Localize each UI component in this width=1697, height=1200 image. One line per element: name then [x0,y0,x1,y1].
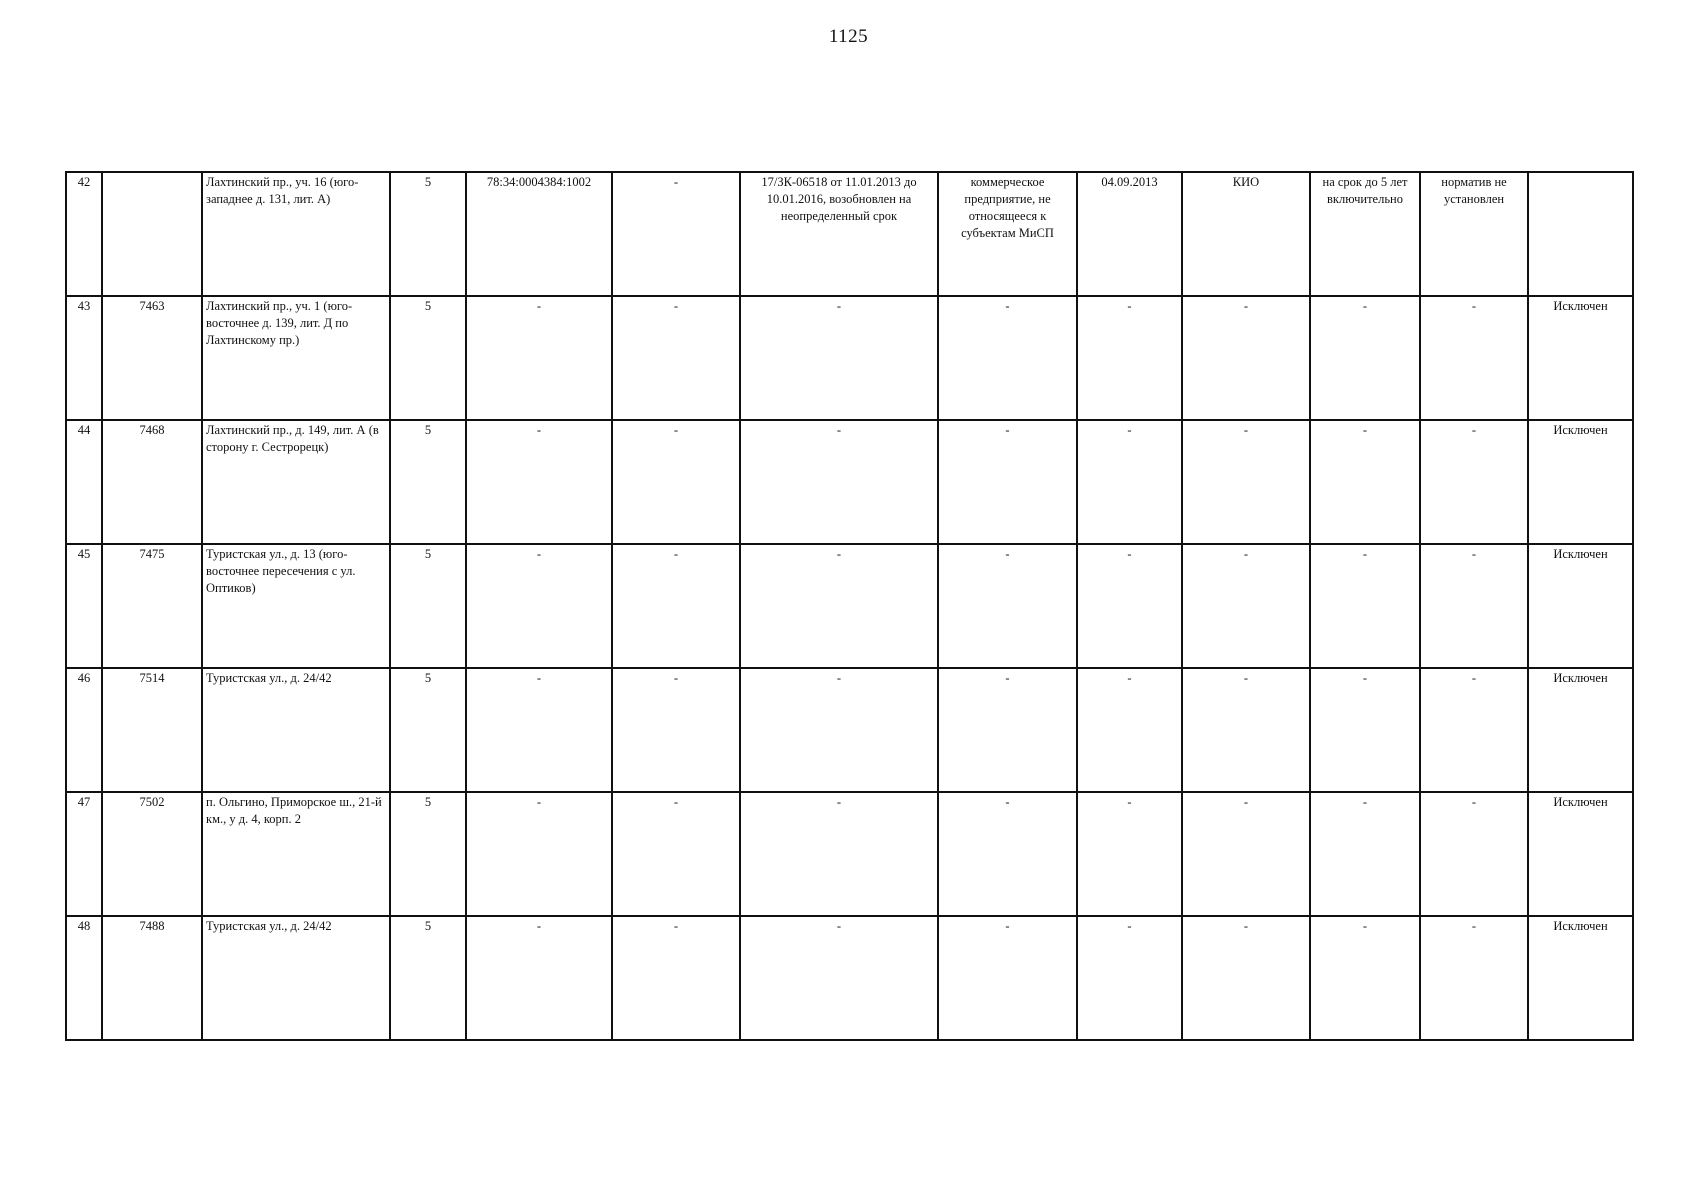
cell-agreement: 17/ЗК-06518 от 11.01.2013 до 10.01.2016, возобновлен на неопределенный срок [740,172,938,296]
cell-norm: норматив не установлен [1420,172,1528,296]
cell-term: - [1310,792,1420,916]
cell-cadastral-number: - [466,792,612,916]
cell-agreement: - [740,668,938,792]
cell-area: 5 [390,916,466,1040]
cell-area: 5 [390,792,466,916]
cell-date: - [1077,296,1182,420]
table-row [66,420,1633,544]
cell-status: Исключен [1528,916,1633,1040]
cell-organization: КИО [1182,172,1310,296]
cell-agreement: - [740,792,938,916]
cell-date: - [1077,420,1182,544]
cell-organization: - [1182,916,1310,1040]
cell-row-number: 44 [66,420,102,544]
cell-column-6: - [612,172,740,296]
cell-object-id: 7514 [102,668,202,792]
registry-table [65,171,1634,1041]
cell-organization: - [1182,296,1310,420]
cell-tenant-category: - [938,792,1077,916]
cell-row-number: 48 [66,916,102,1040]
page-number: 1125 [828,26,869,47]
cell-area: 5 [390,668,466,792]
cell-address: Туристская ул., д. 24/42 [202,668,390,792]
cell-norm: - [1420,792,1528,916]
cell-tenant-category: - [938,916,1077,1040]
cell-address: Лахтинский пр., уч. 1 (юго-восточнее д. 139, лит. Д по Лахтинскому пр.) [202,296,390,420]
cell-norm: - [1420,544,1528,668]
cell-cadastral-number: - [466,668,612,792]
cell-term: - [1310,420,1420,544]
cell-status: Исключен [1528,792,1633,916]
cell-object-id: 7475 [102,544,202,668]
cell-organization: - [1182,420,1310,544]
cell-object-id: 7488 [102,916,202,1040]
cell-norm: - [1420,420,1528,544]
cell-row-number: 43 [66,296,102,420]
table-row [66,544,1633,668]
cell-term: на срок до 5 лет включительно [1310,172,1420,296]
cell-status: Исключен [1528,420,1633,544]
cell-norm: - [1420,668,1528,792]
table-row [66,792,1633,916]
cell-cadastral-number: - [466,296,612,420]
cell-object-id: 7502 [102,792,202,916]
cell-cadastral-number: 78:34:0004384:1002 [466,172,612,296]
cell-organization: - [1182,792,1310,916]
cell-address: Туристская ул., д. 13 (юго-восточнее пересечения с ул. Оптиков) [202,544,390,668]
cell-agreement: - [740,544,938,668]
cell-term: - [1310,668,1420,792]
cell-status: Исключен [1528,296,1633,420]
cell-agreement: - [740,420,938,544]
cell-date: - [1077,792,1182,916]
cell-row-number: 45 [66,544,102,668]
cell-column-6: - [612,792,740,916]
cell-date: - [1077,668,1182,792]
cell-tenant-category: - [938,668,1077,792]
cell-area: 5 [390,296,466,420]
cell-term: - [1310,916,1420,1040]
cell-column-6: - [612,668,740,792]
cell-address: Лахтинский пр., д. 149, лит. А (в сторону г. Сестрорецк) [202,420,390,544]
cell-status [1528,172,1633,296]
cell-address: Туристская ул., д. 24/42 [202,916,390,1040]
table-row [66,668,1633,792]
cell-tenant-category: - [938,420,1077,544]
cell-tenant-category: коммерческое предприятие, не относящееся к субъектам МиСП [938,172,1077,296]
cell-cadastral-number: - [466,544,612,668]
table-row [66,916,1633,1040]
cell-tenant-category: - [938,296,1077,420]
cell-organization: - [1182,544,1310,668]
cell-date: 04.09.2013 [1077,172,1182,296]
cell-column-6: - [612,544,740,668]
cell-term: - [1310,544,1420,668]
cell-address: п. Ольгино, Приморское ш., 21-й км., у д. 4, корп. 2 [202,792,390,916]
cell-object-id: 7468 [102,420,202,544]
cell-date: - [1077,544,1182,668]
cell-object-id: 7463 [102,296,202,420]
table-row [66,296,1633,420]
cell-agreement: - [740,296,938,420]
table-row [66,172,1633,296]
cell-column-6: - [612,916,740,1040]
cell-status: Исключен [1528,668,1633,792]
cell-row-number: 42 [66,172,102,296]
cell-norm: - [1420,916,1528,1040]
cell-address: Лахтинский пр., уч. 16 (юго-западнее д. 131, лит. А) [202,172,390,296]
cell-tenant-category: - [938,544,1077,668]
cell-row-number: 47 [66,792,102,916]
cell-cadastral-number: - [466,916,612,1040]
cell-area: 5 [390,172,466,296]
cell-term: - [1310,296,1420,420]
cell-organization: - [1182,668,1310,792]
cell-agreement: - [740,916,938,1040]
cell-status: Исключен [1528,544,1633,668]
cell-column-6: - [612,420,740,544]
cell-object-id [102,172,202,296]
cell-row-number: 46 [66,668,102,792]
cell-norm: - [1420,296,1528,420]
cell-date: - [1077,916,1182,1040]
cell-area: 5 [390,420,466,544]
cell-column-6: - [612,296,740,420]
cell-cadastral-number: - [466,420,612,544]
cell-area: 5 [390,544,466,668]
